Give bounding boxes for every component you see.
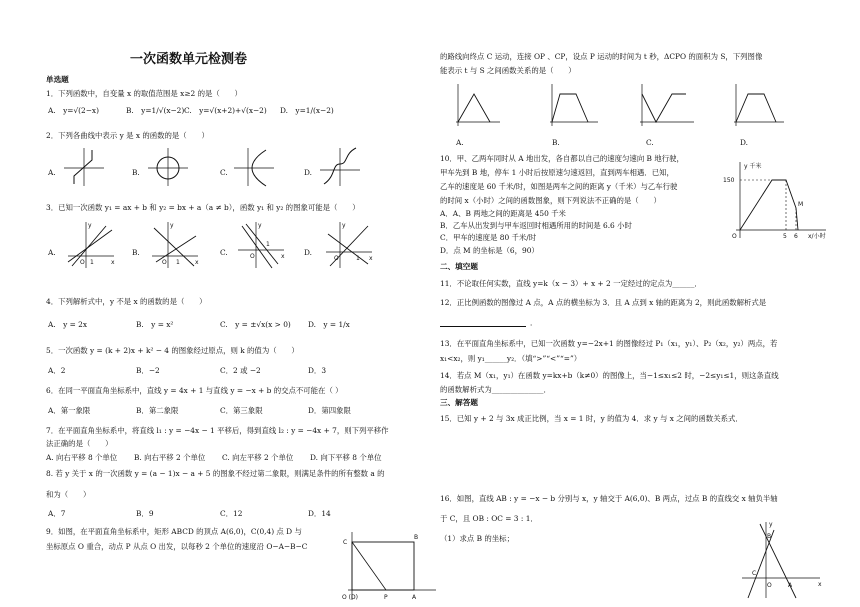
q8-option-a: A．7 xyxy=(48,509,66,518)
q10-origin: O xyxy=(732,233,737,240)
q7-option-c: C. 向左平移 2 个单位 xyxy=(222,453,294,462)
q9-label-b: B xyxy=(414,534,419,541)
q10-tick-6: 6 xyxy=(794,233,798,240)
q2-graph-a xyxy=(62,146,106,188)
q7-stem-line2: 法正确的是（ ） xyxy=(46,439,113,448)
q4-option-d: D. y = 1/x xyxy=(308,320,350,329)
q2-graph-d xyxy=(318,146,362,188)
q14-line2: 的函数解析式为______________． xyxy=(440,385,551,394)
q3-graph-d xyxy=(324,220,374,270)
svg-text:1: 1 xyxy=(356,255,360,262)
svg-text:x: x xyxy=(369,255,373,262)
q2-stem: 2．下列各曲线中表示 y 是 x 的函数的是（ ） xyxy=(46,131,209,140)
q1-stem: 1．下列函数中，自变量 x 的取值范围是 x≥2 的是（ ） xyxy=(46,89,242,98)
q3-option-d: D. xyxy=(304,248,313,257)
q15-text: 15．已知 y + 2 与 3x 成正比例，当 x = 1 时，y 的值为 4．求 y 与 x 之间的函数关系式． xyxy=(440,414,743,423)
q8-stem-line2: 和为（ ） xyxy=(46,490,91,499)
q4-option-c: C. y = ±√x(x > 0) xyxy=(220,320,291,329)
q9-option-b: B. xyxy=(552,138,560,147)
q12-line2: ． xyxy=(530,318,538,327)
q16-label-c: C xyxy=(752,570,757,577)
q10-tick-150: 150 xyxy=(723,177,735,184)
svg-text:O: O xyxy=(250,253,255,260)
q3-stem: 3．已知一次函数 y₁ = ax + b 和 y₂ = bx + a（a ≠ b），函数 y₁ 和 y₂ 的图象可能是（ ） xyxy=(46,203,360,212)
q9-option-c-graph xyxy=(636,82,696,128)
q3-option-a: A. xyxy=(48,248,56,257)
q10-option-c: C．甲车的速度是 80 千米/时 xyxy=(440,233,537,242)
svg-text:O: O xyxy=(162,259,167,266)
q12-answer-blank[interactable] xyxy=(440,326,526,327)
q9-option-a: A. xyxy=(456,138,464,147)
q9-stem-line2: 坐标原点 O 重合，动点 P 从点 O 出发，以每秒 2 个单位的速度沿 O−A−B−C xyxy=(46,542,308,551)
q2-option-b: B. xyxy=(132,168,140,177)
section-single-choice: 单选题 xyxy=(46,75,69,84)
q9-label-p: P xyxy=(384,594,388,601)
q9-option-a-graph xyxy=(452,82,502,128)
q5-option-a: A．2 xyxy=(48,366,66,375)
svg-text:y: y xyxy=(258,222,262,229)
q2-graph-b xyxy=(146,146,190,188)
q2-option-a: A. xyxy=(48,168,56,177)
svg-text:x: x xyxy=(111,259,115,266)
q3-option-b: B. xyxy=(132,248,140,257)
q5-option-b: B．−2 xyxy=(136,366,160,375)
q16-label-o: O xyxy=(767,582,772,589)
q7-stem-line1: 7．在平面直角坐标系中，将直线 l₁ : y = −4x − 1 平移后，得到直线 l₂ : y = −4x + 7，则下列平移作 xyxy=(46,426,389,435)
q8-stem-line1: 8. 若 y 关于 x 的一次函数 y = (a − 1)x − a + 5 的图象不经过第二象限，则满足条件的所有整数 a 的 xyxy=(46,469,385,478)
q14-line1: 14．若点 M（x₁，y₁）在函数 y=kx+b（k≠0）的图像上，当−1≤x₁≤2 时，−2≤y₁≤1，则这条直线 xyxy=(440,371,779,380)
q4-option-b: B. y = x² xyxy=(136,320,174,329)
q16-label-y: y xyxy=(769,521,773,528)
q10-x-axis-label: x/小时 xyxy=(808,233,826,240)
q9-label-o: O (D) xyxy=(342,594,358,601)
svg-text:y: y xyxy=(88,222,92,229)
q12-line1: 12．正比例函数的图像过 A 点，A 点的横坐标为 3．且 A 点到 x 轴的距离为 2，则此函数解析式是 xyxy=(440,298,767,307)
q10-option-b: B．乙车从出发到与甲车返回时相遇所用的时间是 6.6 小时 xyxy=(440,221,632,230)
q6-option-b: B．第二象限 xyxy=(136,406,179,415)
q6-option-c: C．第三象限 xyxy=(220,406,263,415)
q7-option-a: A. 向右平移 8 个单位 xyxy=(46,453,118,462)
q1-option-d: D. y=1/(x−2) xyxy=(280,106,334,115)
q1-option-a: A. y=√(2−x) xyxy=(48,106,99,115)
q3-option-c: C. xyxy=(220,248,228,257)
q3-graph-a xyxy=(66,220,116,270)
svg-text:O: O xyxy=(334,255,339,262)
q4-stem: 4．下列解析式中，y 不是 x 的函数的是（ ） xyxy=(46,297,207,306)
q10-distance-time-figure xyxy=(722,160,832,242)
q7-option-b: B. 向右平移 2 个单位 xyxy=(134,453,206,462)
q10-stem-line1: 10．甲、乙两车同时从 A 地出发，各自都以自己的速度匀速向 B 地行驶， xyxy=(440,154,684,163)
q4-option-a: A. y = 2x xyxy=(48,320,88,329)
svg-text:x: x xyxy=(281,253,285,260)
q16-line1: 16．如图，直线 AB : y = −x − b 分别与 x，y 轴交于 A(6,0)、B 两点，过点 B 的直线交 x 轴负半轴 xyxy=(440,494,778,503)
svg-text:y: y xyxy=(170,222,174,229)
q3-graph-b xyxy=(150,220,200,270)
svg-text:x: x xyxy=(195,259,199,266)
q2-option-c: C. xyxy=(220,168,228,177)
svg-text:1: 1 xyxy=(90,259,94,266)
q9-option-d: D. xyxy=(740,138,749,147)
q9-option-d-graph xyxy=(730,82,786,128)
q9-label-a: A xyxy=(412,594,417,601)
q8-option-b: B．9 xyxy=(136,509,154,518)
q2-graph-c xyxy=(232,146,276,188)
q16-line-figure xyxy=(740,520,824,600)
q9-rectangle-figure xyxy=(342,530,438,602)
q1-option-c: C. y=√(x+2)+√(x−2) xyxy=(184,106,267,115)
q10-point-m: M xyxy=(798,201,804,208)
q9-option-c: C. xyxy=(646,138,654,147)
q10-option-d: D．点 M 的坐标是（6，90） xyxy=(440,246,539,255)
q9-stem-line1: 9．如图，在平面直角坐标系中，矩形 ABCD 的顶点 A(6,0)，C(0,4) 点 D 与 xyxy=(46,527,302,536)
q16-label-x: x xyxy=(818,581,822,588)
q16-label-b: B xyxy=(767,533,772,540)
q9-stem-line4: 能表示 t 与 S 之间函数关系的是（ ） xyxy=(440,66,576,75)
q8-option-d: D．14 xyxy=(308,509,331,518)
q10-option-a: A．A、B 两地之间的距离是 450 千米 xyxy=(440,209,566,218)
q6-option-d: D．第四象限 xyxy=(308,406,351,415)
q3-graph-c xyxy=(236,220,286,270)
section-solve: 三、解答题 xyxy=(440,398,478,407)
q13-line2: x₁<x₂，则 y₁______y₂．（填“>”“<”“=”） xyxy=(440,354,582,363)
q1-option-b: B. y=1/√(x−2) xyxy=(126,106,185,115)
q6-stem: 6．在同一平面直角坐标系中，直线 y = 4x + 1 与直线 y = −x + b 的交点不可能在（ ） xyxy=(46,386,343,395)
q16-line3: （1）求点 B 的坐标； xyxy=(440,534,514,543)
q13-line1: 13．在平面直角坐标系中，已知一次函数 y=−2x+1 的图像经过 P₁（x₁，y₁）、P₂（x₂，y₂）两点，若 xyxy=(440,339,778,348)
q2-option-d: D. xyxy=(304,168,313,177)
q6-option-a: A．第一象限 xyxy=(48,406,91,415)
q5-option-c: C．2 或 −2 xyxy=(220,366,261,375)
q7-option-d: D. 向下平移 8 个单位 xyxy=(310,453,382,462)
q8-option-c: C．12 xyxy=(220,509,243,518)
q10-tick-5: 5 xyxy=(783,233,787,240)
q10-stem-line4: 的时间 x（小时）之间的函数图象，则下列说法不正确的是（ ） xyxy=(440,196,661,205)
svg-text:1: 1 xyxy=(266,241,270,248)
q9-label-c: C xyxy=(343,539,348,546)
q11-text: 11．不论取任何实数，直线 y=k（x − 3）+ x + 2 一定经过的定点为______． xyxy=(440,279,702,288)
q16-line2: 于 C，且 OB : OC = 3 : 1． xyxy=(440,514,538,523)
q16-label-a: A xyxy=(788,582,793,589)
q5-stem: 5．一次函数 y = (k + 2)x + k² − 4 的图象经过原点，则 k 的值为（ ） xyxy=(46,346,299,355)
q9-stem-line3: 的路线向终点 C 运动，连接 OP 、CP，设点 P 运动的时间为 t 秒，ΔCPO 的面积为 S，下列图像 xyxy=(440,52,763,61)
q5-option-d: D．3 xyxy=(308,366,327,375)
svg-text:1: 1 xyxy=(176,259,180,266)
svg-text:y: y xyxy=(342,222,346,229)
q10-stem-line2: 甲车先到 B 地，停车 1 小时后按原速匀速返回，直到两车相遇．已知， xyxy=(440,168,674,177)
page-title: 一次函数单元检测卷 xyxy=(130,52,248,67)
svg-text:O: O xyxy=(80,259,85,266)
q10-y-axis-label: y 千米 xyxy=(744,163,762,170)
q10-stem-line3: 乙车的速度是 60 千米/时，如图是两车之间的距离 y（千米）与乙车行驶 xyxy=(440,182,678,191)
section-fill-in: 二、填空题 xyxy=(440,262,478,271)
q9-option-b-graph xyxy=(546,82,600,128)
